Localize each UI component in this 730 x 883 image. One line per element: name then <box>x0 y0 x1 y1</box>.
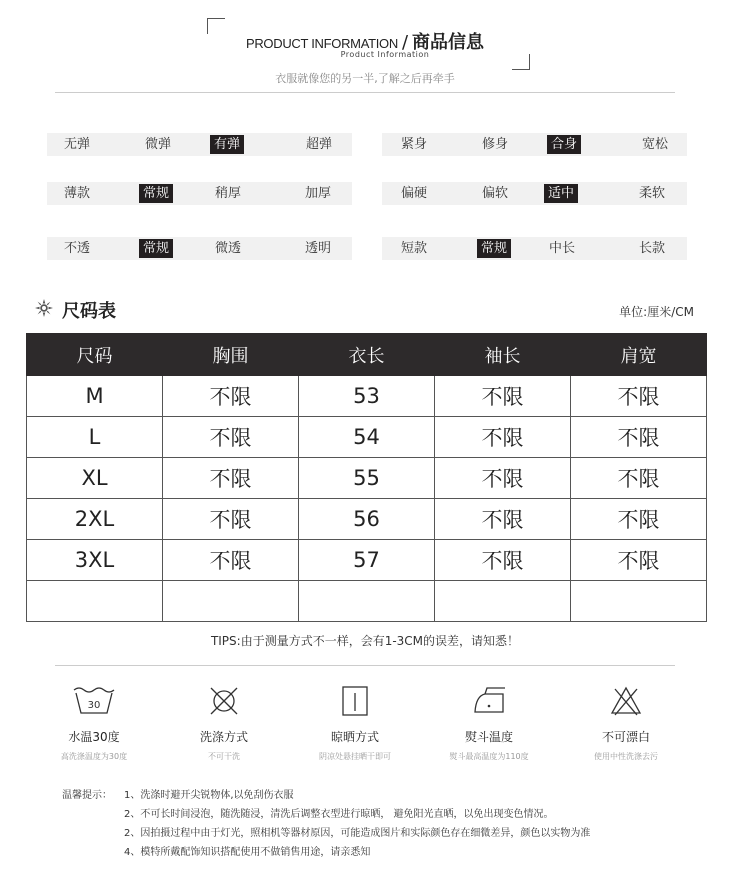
table-cell: 2XL <box>27 499 163 540</box>
attr-option: 薄款 <box>64 186 91 201</box>
size-chart-unit: 单位:厘米/CM <box>619 305 694 319</box>
table-header-cell: 肩宽 <box>571 334 707 376</box>
attr-row-fit <box>382 133 687 156</box>
attr-option: 短款 <box>401 241 428 256</box>
care-label: 晾晒方式 <box>330 730 379 744</box>
size-chart-title: 尺码表 <box>62 301 116 322</box>
header-subtitle: Product Information <box>340 50 430 59</box>
care-label: 水温30度 <box>68 730 120 744</box>
hang-dry-icon <box>333 684 377 718</box>
header-divider <box>55 92 675 93</box>
table-header-cell: 衣长 <box>299 334 435 376</box>
attr-option: 稍厚 <box>215 186 242 201</box>
size-table <box>26 333 707 622</box>
care-desc: 高洗涤温度为30度 <box>60 752 128 761</box>
table-cell: 不限 <box>435 540 571 581</box>
header-title-en: PRODUCT INFORMATION <box>245 36 398 51</box>
attr-row-length <box>382 237 687 260</box>
table-cell: 不限 <box>571 417 707 458</box>
attr-row-softness <box>382 182 687 205</box>
table-cell: XL <box>27 458 163 499</box>
attr-option-selected: 常规 <box>139 184 173 203</box>
table-cell: 不限 <box>163 458 299 499</box>
attr-option: 不透 <box>64 241 91 256</box>
table-cell: 不限 <box>571 376 707 417</box>
table-cell: 不限 <box>571 499 707 540</box>
table-cell: 不限 <box>163 376 299 417</box>
attr-option: 柔软 <box>639 186 666 201</box>
care-label: 熨斗温度 <box>464 730 513 744</box>
notes-item: 4、模特所戴配饰知识搭配使用不做销售用途，请亲悉知 <box>124 847 371 858</box>
attr-row-thickness <box>47 182 352 205</box>
table-cell: 不限 <box>571 458 707 499</box>
attr-option: 紧身 <box>401 137 428 152</box>
attr-option: 微弹 <box>145 137 172 152</box>
table-cell <box>571 581 707 622</box>
notes-item: 2、因拍摄过程中由于灯光，照相机等器材原因，可能造成图片和实际颜色存在细微差异，颜色以实物为准 <box>124 828 591 839</box>
table-row-empty <box>27 581 707 622</box>
table-cell: 不限 <box>163 540 299 581</box>
table-cell: 不限 <box>435 458 571 499</box>
table-header-cell: 尺码 <box>27 334 163 376</box>
header-tagline: 衣服就像您的另一半,了解之后再牵手 <box>275 72 455 85</box>
attr-option: 透明 <box>305 241 332 256</box>
table-cell: L <box>27 417 163 458</box>
tips-divider <box>55 665 675 666</box>
no-bleach-icon <box>604 684 648 718</box>
care-desc: 不可干洗 <box>208 752 240 761</box>
table-row <box>27 458 707 499</box>
notes-item: 2、不可长时间浸泡，随洗随浸，清洗后调整衣型进行晾晒， 避免阳光直晒，以免出现变色情况。 <box>124 809 554 820</box>
attr-row-transparency <box>47 237 352 260</box>
attr-option: 中长 <box>549 241 576 256</box>
attr-row-elasticity <box>47 133 352 156</box>
table-cell <box>163 581 299 622</box>
notes-item: 1、洗涤时避开尖锐物体,以免刮伤衣服 <box>124 790 294 801</box>
iron-icon <box>467 684 511 718</box>
table-cell: 不限 <box>163 417 299 458</box>
table-cell: 不限 <box>571 540 707 581</box>
table-cell <box>435 581 571 622</box>
care-item-no-bleach <box>561 684 691 762</box>
table-cell: 不限 <box>435 499 571 540</box>
attr-option: 无弹 <box>64 137 91 152</box>
care-item-wash <box>29 684 159 762</box>
wash-temp-badge: 30 <box>87 700 101 711</box>
header-title-cn: 商品信息 <box>412 32 485 53</box>
header-slash: / <box>401 32 409 53</box>
attr-option: 长款 <box>639 241 666 256</box>
care-desc: 使用中性洗涤去污 <box>594 752 658 761</box>
attr-option: 宽松 <box>642 137 669 152</box>
table-header-row <box>27 334 707 376</box>
table-cell <box>299 581 435 622</box>
size-tips: TIPS:由于测量方式不一样，会有1-3CM的误差，请知悉！ <box>210 634 520 648</box>
table-header-cell: 胸围 <box>163 334 299 376</box>
no-dry-clean-icon <box>202 684 246 718</box>
care-label: 洗涤方式 <box>199 730 248 744</box>
wash-30-icon <box>72 684 116 718</box>
table-row <box>27 376 707 417</box>
attr-option-selected: 常规 <box>139 239 173 258</box>
table-header-cell: 袖长 <box>435 334 571 376</box>
attr-option: 微透 <box>215 241 242 256</box>
table-cell: 不限 <box>435 376 571 417</box>
care-desc: 阴凉处悬挂晒干即可 <box>319 752 391 761</box>
care-notes <box>62 786 590 862</box>
attr-option: 修身 <box>482 137 509 152</box>
table-cell <box>27 581 163 622</box>
table-row <box>27 499 707 540</box>
attr-option-selected: 适中 <box>544 184 578 203</box>
table-cell: 3XL <box>27 540 163 581</box>
attr-option: 超弹 <box>306 137 333 152</box>
table-row <box>27 540 707 581</box>
table-cell: 53 <box>299 376 435 417</box>
table-cell: 56 <box>299 499 435 540</box>
care-label: 不可漂白 <box>601 730 650 744</box>
care-desc: 熨斗最高温度为110度 <box>449 752 529 761</box>
table-cell: 57 <box>299 540 435 581</box>
attr-option: 加厚 <box>305 186 332 201</box>
attr-option-selected: 合身 <box>547 135 581 154</box>
attr-option: 偏软 <box>482 186 509 201</box>
attr-option-selected: 有弹 <box>210 135 244 154</box>
table-cell: 不限 <box>435 417 571 458</box>
care-item-hang-dry <box>290 684 420 762</box>
care-item-no-dry-clean <box>159 684 289 762</box>
table-cell: 不限 <box>163 499 299 540</box>
attr-option: 偏硬 <box>401 186 428 201</box>
table-cell: 54 <box>299 417 435 458</box>
attr-option-selected: 常规 <box>477 239 511 258</box>
table-cell: 55 <box>299 458 435 499</box>
table-cell: M <box>27 376 163 417</box>
notes-heading: 温馨提示： <box>62 790 112 801</box>
care-item-iron <box>424 684 554 762</box>
sun-icon <box>35 299 53 317</box>
table-row <box>27 417 707 458</box>
